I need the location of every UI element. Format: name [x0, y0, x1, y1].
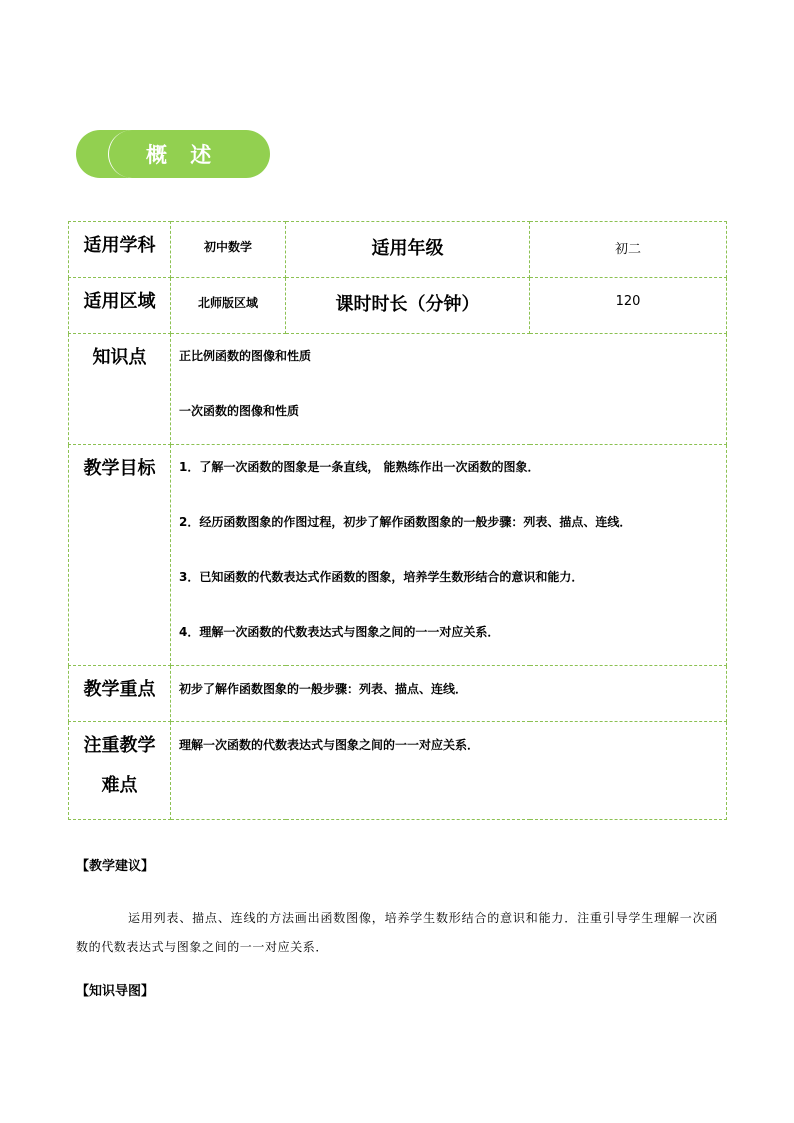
duration-value: 120 — [530, 278, 727, 334]
goal-item: 3．已知函数的代数表达式作函数的图象，培养学生数形结合的意识和能力． — [179, 570, 584, 584]
difficulty-label-line: 注重教学 — [83, 735, 156, 756]
suggestion-header: 【教学建议】 — [76, 859, 155, 874]
knowledge-item: 正比例函数的图像和性质 — [179, 349, 312, 363]
goals-content — [171, 445, 727, 666]
region-value: 北师版区域 — [171, 278, 286, 334]
key-points-content: 初步了解作函数图象的一般步骤：列表、描点、连线． — [171, 666, 727, 722]
difficulty-label — [69, 722, 171, 820]
knowledge-content — [171, 334, 727, 445]
goal-item: 2．经历函数图象的作图过程，初步了解作函数图象的一般步骤：列表、描点、连线． — [179, 515, 632, 529]
knowledge-item: 一次函数的图像和性质 — [179, 404, 300, 418]
goal-item: 1．了解一次函数的图象是一条直线， 能熟练作出一次函数的图象． — [179, 460, 540, 474]
grade-value: 初二 — [530, 222, 727, 278]
grade-label: 适用年级 — [286, 222, 530, 278]
subject-value: 初中数学 — [171, 222, 286, 278]
difficulty-content: 理解一次函数的代数表达式与图象之间的一一对应关系． — [171, 722, 727, 820]
knowledge-label: 知识点 — [69, 334, 171, 445]
table-row — [69, 222, 727, 278]
table-row — [69, 722, 727, 820]
table-row — [69, 334, 727, 445]
key-points-label: 教学重点 — [69, 666, 171, 722]
goal-item: 4．理解一次函数的代数表达式与图象之间的一一对应关系． — [179, 625, 500, 639]
table-row — [69, 666, 727, 722]
table-row — [69, 278, 727, 334]
goals-label: 教学目标 — [69, 445, 171, 666]
duration-label: 课时时长（分钟） — [286, 278, 530, 334]
mindmap-header: 【知识导图】 — [76, 984, 155, 999]
difficulty-label-line: 难点 — [101, 775, 138, 796]
banner-title: 概 述 — [146, 143, 220, 167]
overview-table — [68, 221, 727, 820]
region-label: 适用区域 — [69, 278, 171, 334]
suggestion-paragraph: 运用列表、描点、连线的方法画出函数图像，培养学生数形结合的意识和能力．注重引导学生理解一次函数的代数表达式与图象之间的一一对应关系． — [76, 911, 718, 954]
subject-label: 适用学科 — [69, 222, 171, 278]
table-row — [69, 445, 727, 666]
